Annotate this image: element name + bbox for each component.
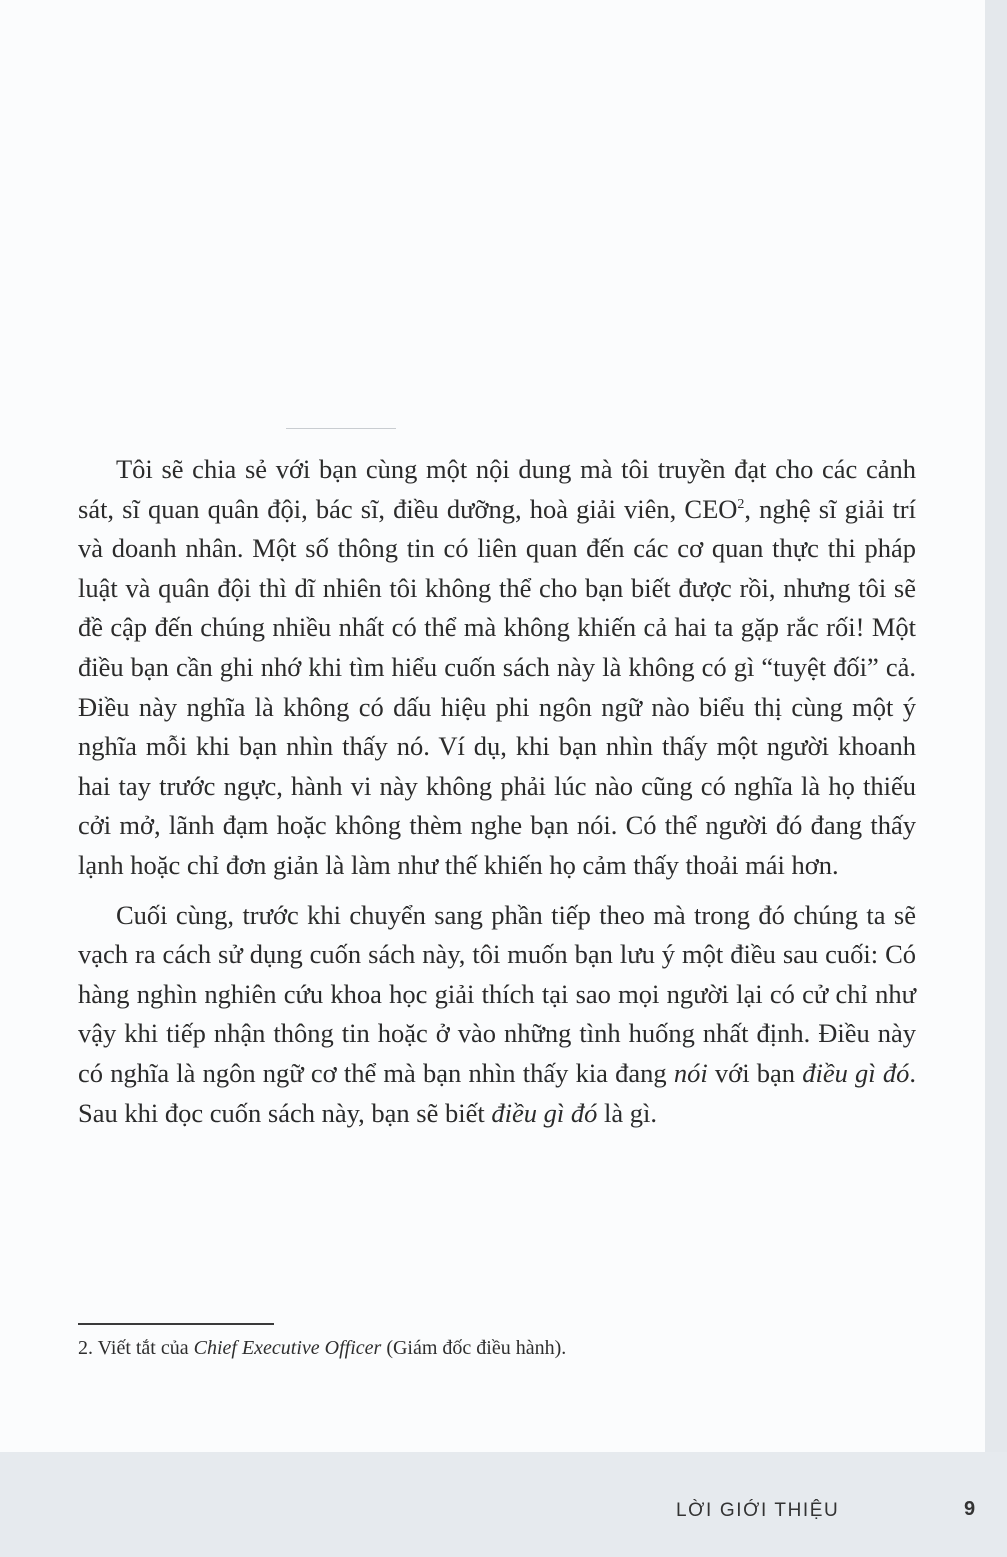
paragraph-2-italic-1: nói — [673, 1057, 708, 1088]
footnote-prefix: 2. Viết tắt của — [78, 1337, 194, 1359]
footnote — [78, 1333, 938, 1363]
page-bottom-band — [0, 1452, 1007, 1557]
page-edge-shadow — [985, 0, 1007, 1557]
footnote-reference: 2 — [737, 496, 745, 512]
paragraph-1-text-a: Tôi sẽ chia sẻ với bạn cùng một nội dung mà tôi truyền đạt cho các cảnh sát, sĩ quan quân đội, bác sĩ, điều dưỡng, hoà giải viên, CEO — [78, 454, 916, 524]
paragraph-1 — [78, 450, 916, 886]
paragraph-2-italic-2: điều gì đó — [802, 1057, 910, 1088]
paragraph-1-text-b: , nghệ sĩ giải trí và doanh nhân. Một số thông tin có liên quan đến các cơ quan thực thi pháp luật và quân đội thì dĩ nhiên tôi không thể cho bạn biết được rồi, nhưng tôi sẽ đề cập đến chúng nhiều nhất có thể mà không khiến cả hai ta gặp rắc rối! Một điều bạn cần ghi nhớ khi tìm hiểu cuốn sách này là không có gì “tuyệt đối” cả. Điều này nghĩa là không có dấu hiệu phi ngôn ngữ nào biểu thị cùng một ý nghĩa mỗi khi bạn nhìn thấy nó. Ví dụ, khi bạn nhìn thấy một người khoanh hai tay trước ngực, hành vi này không phải lúc nào cũng có nghĩa là họ thiếu cởi mở, lãnh đạm hoặc không thèm nghe bạn nói. Có thể người đó đang thấy lạnh hoặc chỉ đơn giản là làm như thế khiến họ cảm thấy thoải mái hơn. — [78, 493, 916, 880]
paragraph-2-text-d: là gì. — [597, 1097, 657, 1128]
paragraph-2-text-a: Cuối cùng, trước khi chuyển sang phần tiếp theo mà trong đó chúng ta sẽ vạch ra cách sử dụng cuốn sách này, tôi muốn bạn lưu ý một điều sau cuối: Có hàng nghìn nghiên cứu khoa học giải thích tại sao mọi người lại có cử chỉ như vậy khi tiếp nhận thông tin hoặc ở vào những tình huống nhất định. Điều này có nghĩa là ngôn ngữ cơ thể mà bạn nhìn thấy kia đang — [78, 899, 916, 1088]
footnote-suffix: (Giám đốc điều hành). — [381, 1337, 567, 1359]
footnote-italic: Chief Executive Officer — [193, 1337, 382, 1359]
faint-top-rule — [286, 428, 396, 429]
paragraph-2-text-b: với bạn — [707, 1057, 803, 1088]
body-text — [78, 450, 916, 1133]
paragraph-2-text-c: . Sau khi đọc cuốn sách này, bạn sẽ biết — [78, 1057, 916, 1128]
running-footer-title: LỜI GIỚI THIỆU — [676, 1500, 840, 1521]
page-number: 9 — [964, 1498, 976, 1520]
footnote-divider — [78, 1323, 274, 1325]
paragraph-2 — [78, 896, 916, 1134]
paragraph-2-italic-3: điều gì đó — [491, 1097, 598, 1128]
